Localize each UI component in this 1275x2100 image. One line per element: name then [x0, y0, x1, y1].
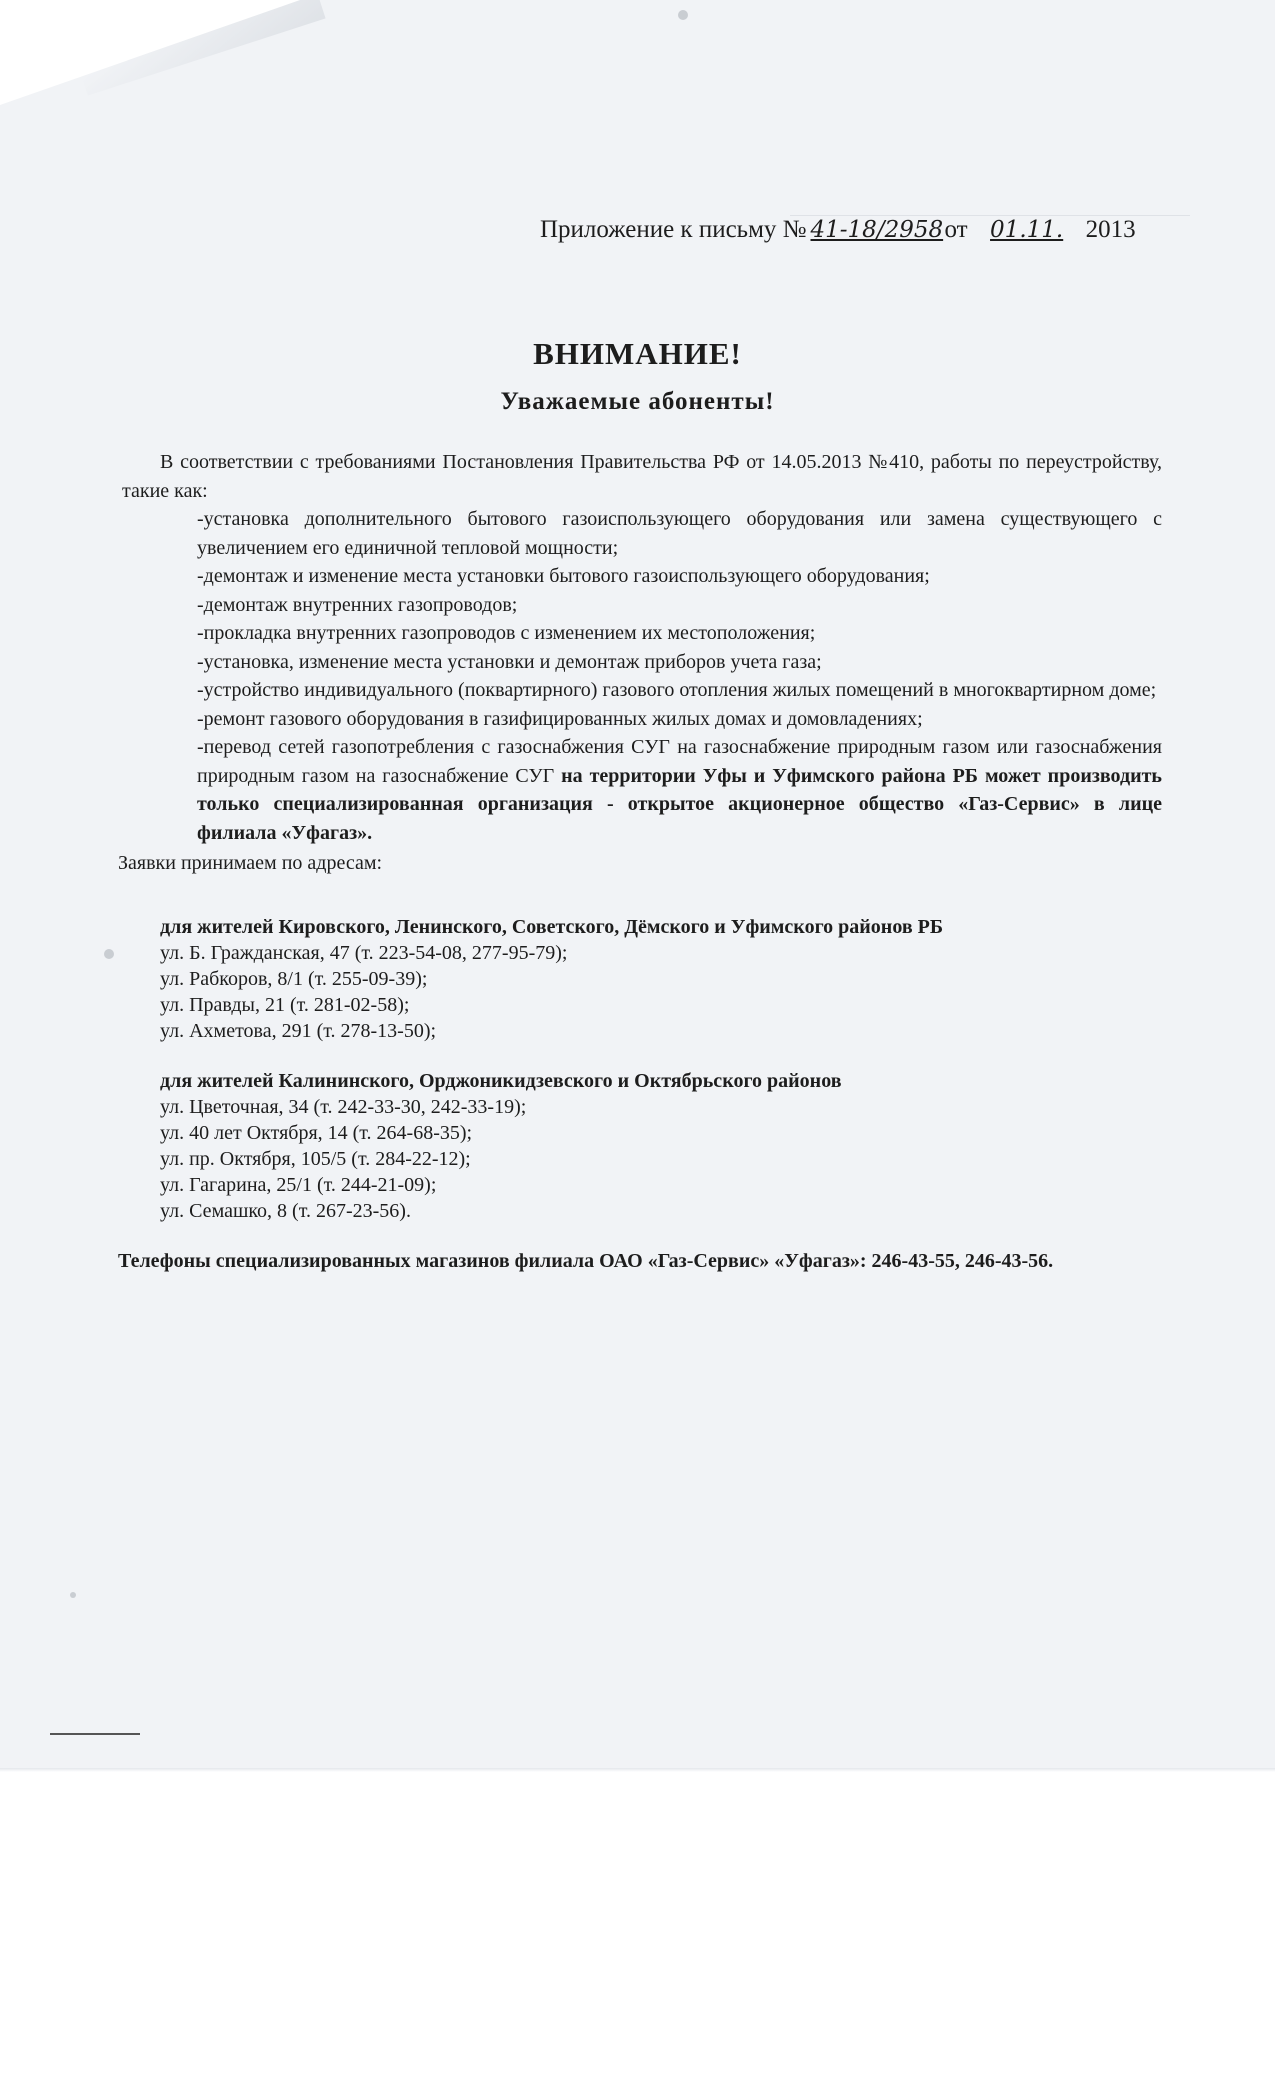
- page-title: ВНИМАНИЕ!: [533, 336, 742, 371]
- appendix-prefix: Приложение к письму №: [540, 216, 807, 243]
- bottom-divider: [50, 1733, 140, 1735]
- work-item-bold: на территории Уфы и Уфимского района РБ может производить только специализированная организация - открытое акционерное общество «Газ-Сервис» в лице филиала «Уфагаз».: [197, 764, 1163, 844]
- address-line: ул. Цветочная, 34 (т. 242-33-30, 242-33-19);: [160, 1096, 527, 1118]
- address-line: ул. Рабкоров, 8/1 (т. 255-09-39);: [160, 968, 428, 990]
- work-item: -установка, изменение места установки и демонтаж приборов учета газа;: [197, 650, 822, 673]
- notice-body: [122, 448, 1162, 847]
- address-line: ул. Семашко, 8 (т. 267-23-56).: [160, 1200, 411, 1222]
- page-subtitle: Уважаемые абоненты!: [500, 388, 775, 415]
- work-item: -устройство индивидуального (поквартирного) газового отопления жилых помещений в многоквартирном доме;: [197, 679, 1157, 701]
- applications-label: Заявки принимаем по адресам:: [118, 852, 383, 874]
- address-line: ул. Правды, 21 (т. 281-02-58);: [160, 994, 410, 1016]
- work-item-last: [197, 733, 1162, 847]
- handwritten-letter-number: 41-18/2958: [810, 217, 944, 243]
- address-line: ул. Б. Гражданская, 47 (т. 223-54-08, 277-95-79);: [160, 942, 568, 964]
- appendix-reference: [540, 216, 1190, 244]
- bleed-through-left: [230, 75, 530, 99]
- address-group-2: [160, 1068, 1160, 1224]
- shop-phones-note: Телефоны специализированных магазинов филиала ОАО «Газ-Сервис» «Уфагаз»: 246-43-55, 246-43-56.: [118, 1250, 1054, 1272]
- handwritten-date: 01.11.: [990, 217, 1064, 243]
- work-item-plain: -перевод сетей газопотребления с газоснабжения СУГ на газоснабжение природным газом или газоснабжения природным газом на газоснабжение СУГ: [197, 736, 1162, 787]
- year: 2013: [1085, 216, 1136, 243]
- address-group-heading: для жителей Кировского, Ленинского, Советского, Дёмского и Уфимского районов РБ: [160, 916, 944, 938]
- address-group-1: [160, 914, 1160, 1044]
- address-line: ул. Ахметова, 291 (т. 278-13-50);: [160, 1020, 437, 1042]
- address-group-heading: для жителей Калининского, Орджоникидзевского и Октябрьского районов: [160, 1070, 842, 1092]
- work-item: -демонтаж внутренних газопроводов;: [197, 593, 518, 616]
- scan-dot: [104, 949, 114, 959]
- work-item: -ремонт газового оборудования в газифицированных жилых домах и домовладениях;: [197, 707, 923, 730]
- works-list: [122, 505, 1162, 847]
- intro-paragraph: В соответствии с требованиями Постановления Правительства РФ от 14.05.2013 №410, работы по переустройству, такие как:: [122, 451, 1162, 502]
- bleed-through-right: [790, 55, 1190, 79]
- work-item: -демонтаж и изменение места установки бытового газоиспользующего оборудования;: [197, 565, 930, 587]
- address-line: ул. Гагарина, 25/1 (т. 244-21-09);: [160, 1174, 437, 1196]
- scan-dot: [678, 10, 688, 20]
- work-item: -прокладка внутренних газопроводов с изменением их местоположения;: [197, 622, 816, 644]
- address-line: ул. 40 лет Октября, 14 (т. 264-68-35);: [160, 1122, 473, 1144]
- address-line: ул. пр. Октября, 105/5 (т. 284-22-12);: [160, 1148, 471, 1170]
- date-prefix: от: [944, 216, 968, 243]
- scan-dot: [70, 1592, 76, 1598]
- work-item: -установка дополнительного бытового газоиспользующего оборудования или замена существующего с увеличением его единичной тепловой мощности;: [197, 508, 1162, 559]
